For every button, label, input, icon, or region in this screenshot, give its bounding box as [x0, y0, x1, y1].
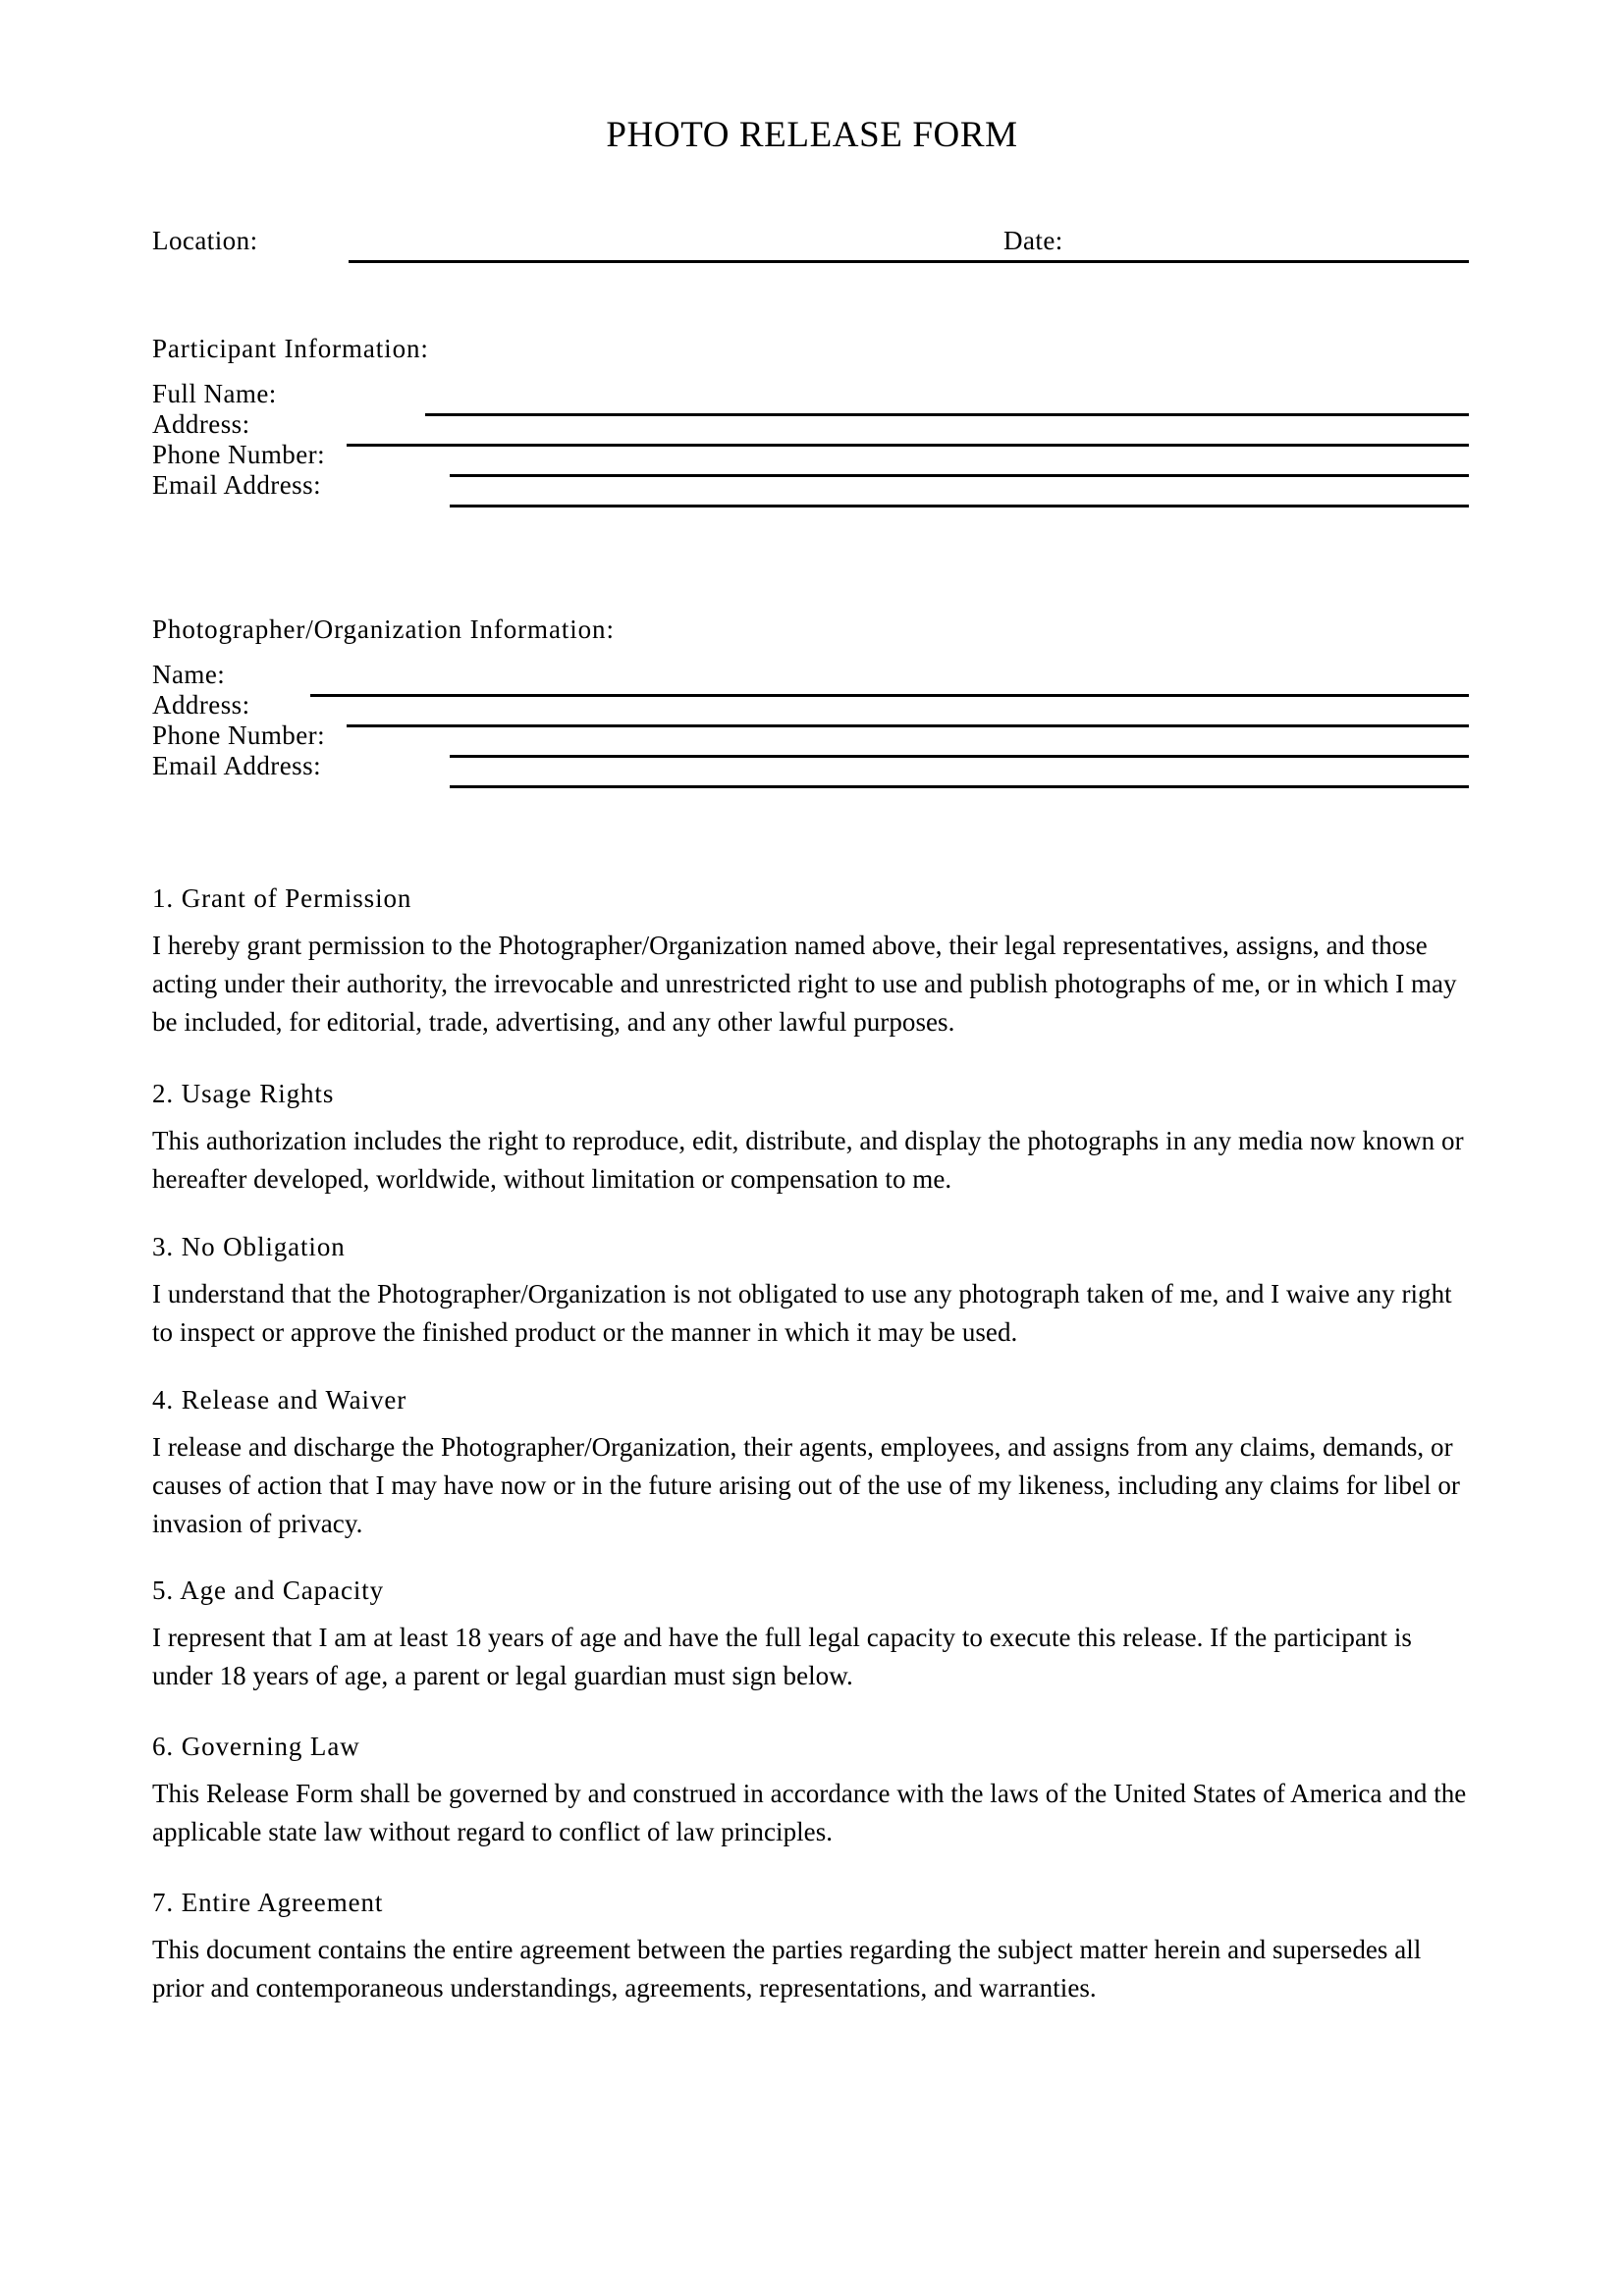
photographer-phone-label: Phone Number: — [152, 721, 326, 750]
clause-heading-2: 2. Usage Rights — [152, 1079, 335, 1108]
participant-email-row — [152, 468, 1473, 513]
clause-body-7: This document contains the entire agreement between the parties regarding the subject matter herein and supersedes all prior and contemporaneous understandings, agreements, representations, and warranties. — [152, 1935, 1422, 2002]
photographer-email-row — [152, 749, 1473, 794]
clause-heading-5: 5. Age and Capacity — [152, 1575, 385, 1605]
location-label: Location: — [152, 226, 258, 255]
clause-body-1: I hereby grant permission to the Photographer/Organization named above, their legal representatives, assigns, and those acting under their authority, the irrevocable and unrestricted right to use and publish photographs of me, or in which I may be included, for editorial, trade, advertising, and any other lawful purposes. — [152, 931, 1457, 1037]
clause-heading-6: 6. Governing Law — [152, 1732, 360, 1761]
participant-email-label: Email Address: — [152, 470, 322, 500]
clause-heading-7: 7. Entire Agreement — [152, 1888, 384, 1917]
participant-address-label: Address: — [152, 409, 250, 439]
participant-email-input-line[interactable] — [450, 505, 1469, 507]
location-date-input-line[interactable] — [349, 260, 1469, 263]
clause-body-2: This authorization includes the right to reproduce, edit, distribute, and display the photographs in any media now known or hereafter developed, worldwide, without limitation or compensation to me. — [152, 1126, 1464, 1194]
clause-body-3: I understand that the Photographer/Organization is not obligated to use any photograph taken of me, and I waive any right to inspect or approve the finished product or the manner in which it may be used. — [152, 1279, 1452, 1347]
photographer-email-label: Email Address: — [152, 751, 322, 780]
clause-heading-1: 1. Grant of Permission — [152, 883, 412, 913]
photographer-name-label: Name: — [152, 660, 226, 689]
participant-full-name-label: Full Name: — [152, 379, 277, 408]
clause-body-5: I represent that I am at least 18 years of age and have the full legal capacity to execute this release. If the participant is under 18 years of age, a parent or legal guardian must sign below. — [152, 1623, 1412, 1690]
participant-phone-label: Phone Number: — [152, 440, 326, 469]
page-title: PHOTO RELEASE FORM — [606, 115, 1018, 155]
participant-information-heading: Participant Information: — [152, 334, 429, 363]
clause-heading-3: 3. No Obligation — [152, 1232, 346, 1261]
photographer-address-label: Address: — [152, 690, 250, 720]
clause-heading-4: 4. Release and Waiver — [152, 1385, 407, 1415]
location-date-row — [152, 224, 1473, 269]
date-label: Date: — [1003, 226, 1063, 255]
clause-body-6: This Release Form shall be governed by and construed in accordance with the laws of the United States of America and the applicable state law without regard to conflict of law principles. — [152, 1779, 1467, 1846]
clause-body-4: I release and discharge the Photographer/Organization, their agents, employees, and assigns from any claims, demands, or causes of action that I may have now or in the future arising out of the use of my likeness, including any claims for libel or invasion of privacy. — [152, 1432, 1460, 1538]
photographer-email-input-line[interactable] — [450, 785, 1469, 788]
photographer-information-heading: Photographer/Organization Information: — [152, 614, 615, 644]
